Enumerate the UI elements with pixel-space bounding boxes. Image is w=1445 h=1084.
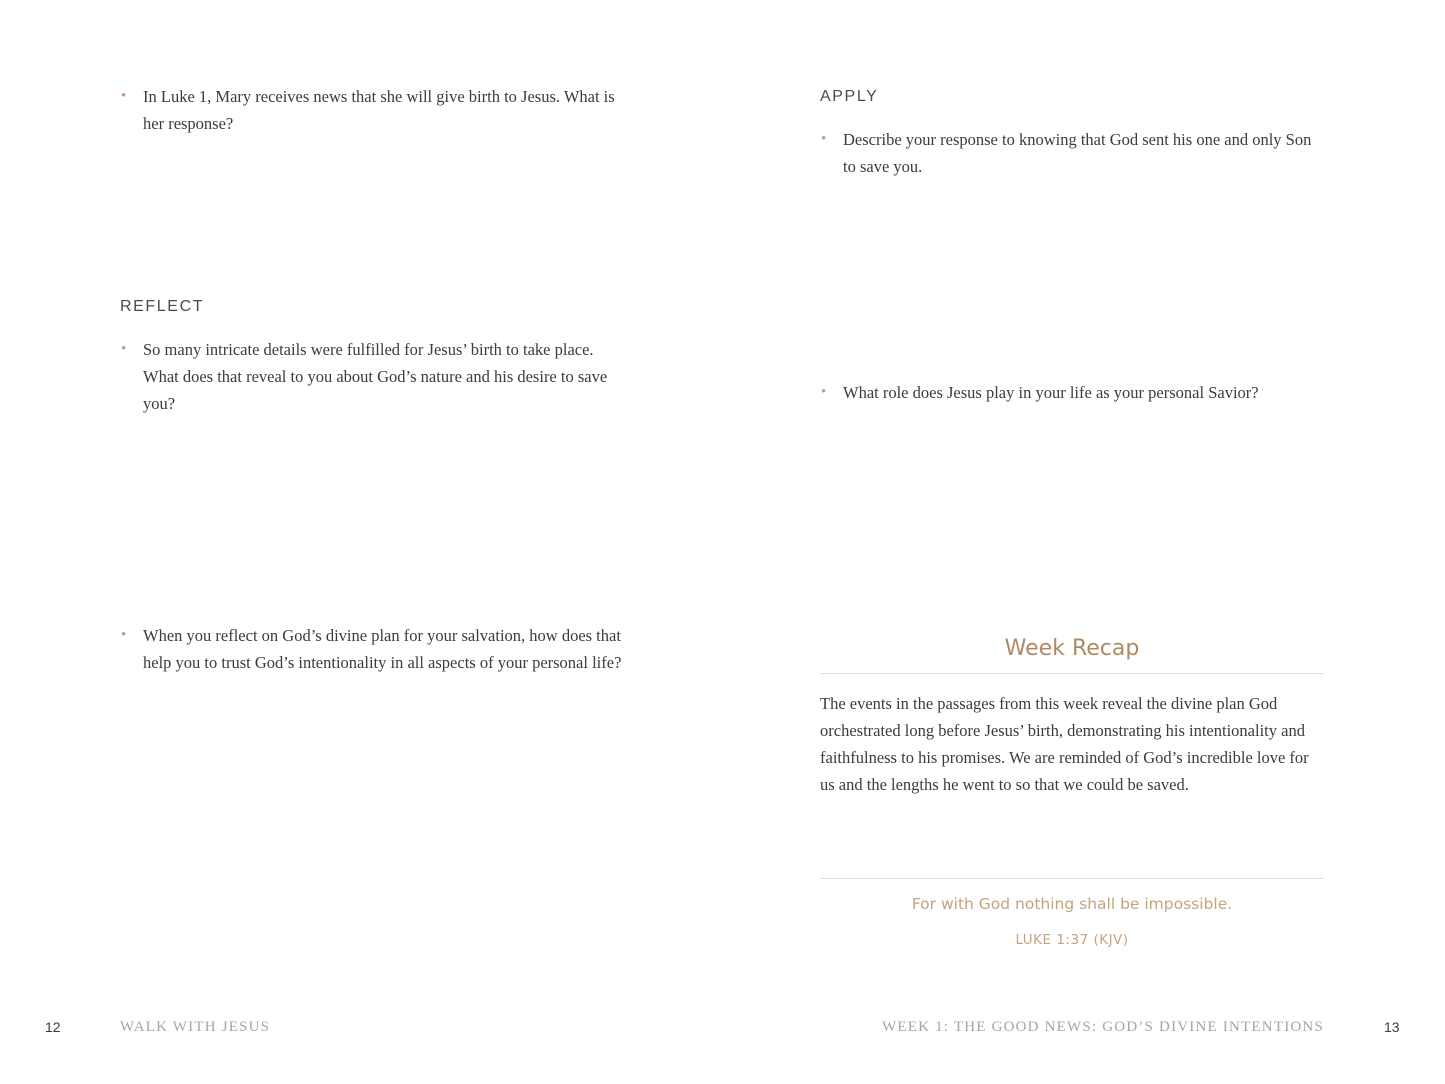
page-number-left: 12 [45, 1019, 61, 1035]
question-text: So many intricate details were fulfilled for Jesus’ birth to take place. What does that reveal to you about God’s nature and his desire to save you? [143, 340, 608, 413]
week-recap-title: Week Recap [1004, 636, 1140, 661]
question-text: When you reflect on God’s divine plan for your salvation, how does that help you to trust God’s intentionality in all aspects of your personal life? [143, 626, 622, 672]
right-page [722, 0, 1445, 1084]
scripture-verse: For with God nothing shall be impossible. [911, 895, 1233, 913]
bullet-icon: • [121, 627, 127, 643]
question-mary-response [121, 83, 633, 137]
question-divine-plan [121, 622, 633, 676]
bullet-icon: • [821, 131, 827, 147]
bullet-icon: • [121, 88, 127, 104]
bullet-icon: • [821, 384, 827, 400]
reflect-heading: REFLECT [120, 298, 205, 315]
recap-divider-bottom [820, 878, 1324, 879]
question-role-of-jesus [821, 379, 1328, 406]
bullet-icon: • [121, 341, 127, 357]
question-intricate-details [121, 336, 633, 417]
left-page [0, 0, 722, 1084]
question-text: In Luke 1, Mary receives news that she will give birth to Jesus. What is her response? [143, 87, 615, 133]
running-title-right: WEEK 1: THE GOOD NEWS: GOD’S DIVINE INTENTIONS [882, 1019, 1324, 1035]
apply-heading: APPLY [820, 88, 879, 105]
question-response-son [821, 126, 1328, 180]
week-recap-body: The events in the passages from this week reveal the divine plan God orchestrated long before Jesus’ birth, demonstrating his intentionality and faithfulness to his promises. We are reminded of God’s incredible love for us and the lengths he went to so that we could be saved. [820, 694, 1309, 794]
running-title-left: WALK WITH JESUS [120, 1019, 271, 1035]
question-text: Describe your response to knowing that God sent his one and only Son to save you. [843, 130, 1312, 176]
recap-divider-top [820, 673, 1324, 674]
question-text: What role does Jesus play in your life as your personal Savior? [843, 383, 1259, 402]
page-number-right: 13 [1384, 1019, 1400, 1035]
scripture-reference: LUKE 1:37 (KJV) [1015, 932, 1129, 948]
